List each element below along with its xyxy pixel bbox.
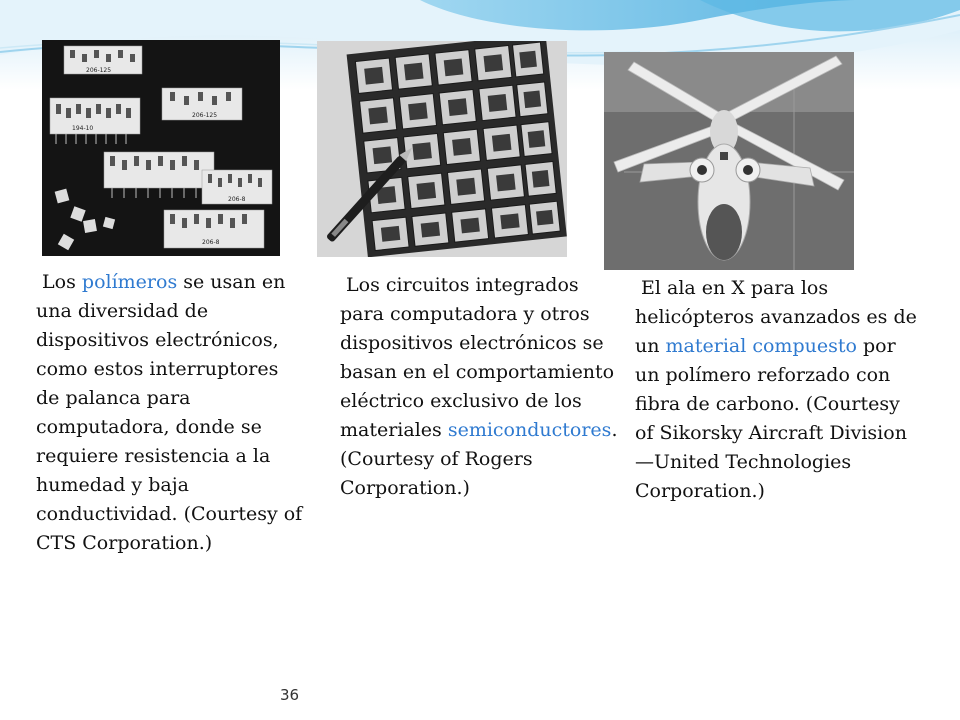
caption-text: . (Courtesy of Rogers Corporation.) — [340, 419, 618, 499]
caption-semiconductors — [340, 271, 620, 503]
semiconductors-term: semiconductores — [447, 419, 612, 441]
chip-label: 206-125 — [192, 112, 218, 119]
chip-label: 206-8 — [228, 196, 246, 203]
circuits-photo — [317, 41, 567, 257]
helicopter-photo — [604, 52, 854, 270]
caption-text: Los — [42, 271, 82, 293]
chip-label: 206-8 — [202, 239, 220, 246]
chip-label: 206-125 — [86, 67, 112, 74]
caption-composites — [635, 274, 917, 506]
switches-photo — [42, 40, 280, 256]
caption-text: Los circuitos integrados para computadora y otros dispositivos electrónicos se basan en el comportamiento eléctrico exclusivo de los materiales — [340, 274, 615, 441]
polymers-term: polímeros — [81, 271, 178, 293]
caption-polymers — [36, 268, 306, 558]
composite-material-term: material compuesto — [665, 335, 857, 357]
caption-text: El ala en X para los helicópteros avanzados es de un — [635, 277, 917, 357]
caption-text: por un polímero reforzado con fibra de carbono. (Courtesy of Sikorsky Aircraft Division—United Technologies Corporation.) — [635, 335, 907, 502]
chip-label: 194-10 — [72, 125, 94, 132]
caption-text: se usan en una diversidad de dispositivos electrónicos, como estos interruptores de palanca para computadora, donde se requiere resistencia a la humedad y baja conductividad. (Courtesy of CTS Corporation.) — [36, 271, 303, 554]
page-number: 36 — [280, 686, 300, 704]
